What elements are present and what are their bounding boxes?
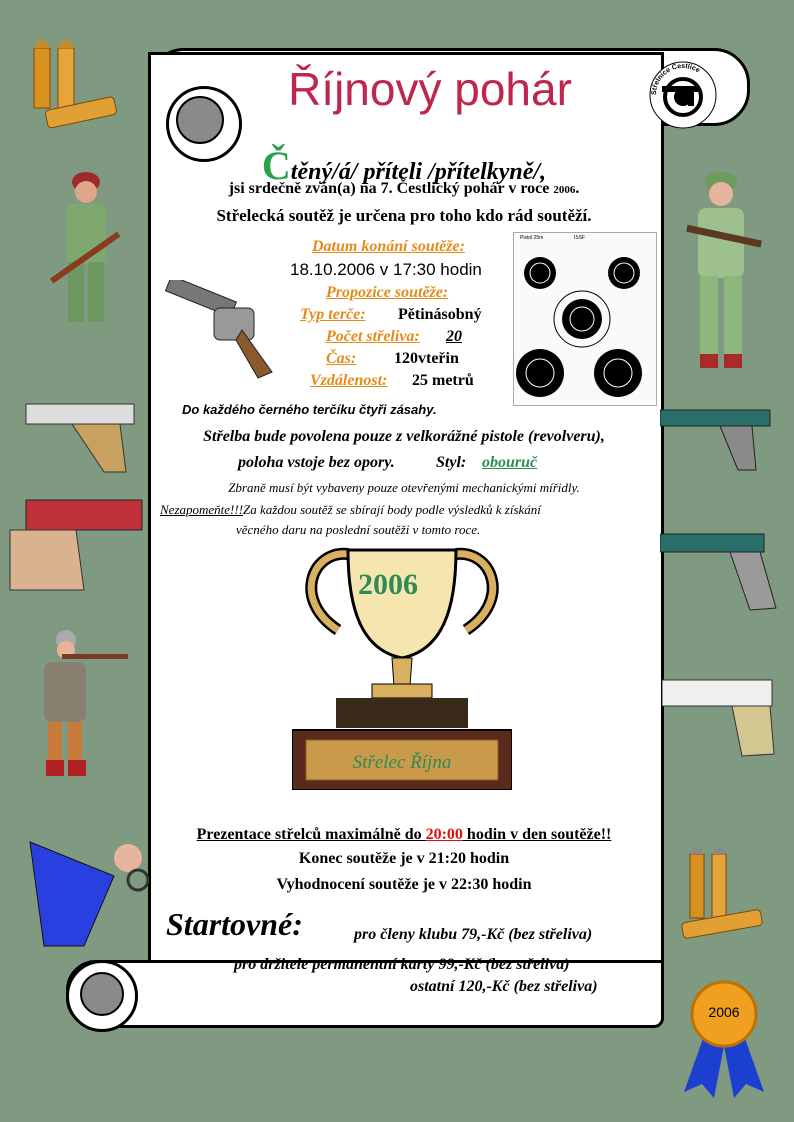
distance-label: Vzdálenost:	[310, 372, 388, 389]
presentation-time: 20:00	[425, 826, 463, 843]
ammo-value: 20	[446, 328, 462, 345]
presentation-pre: Prezentace střelců maximálně do	[196, 826, 426, 843]
target-card-header: Pistol 25m	[520, 235, 544, 241]
weapons-note: Zbraně musí být vybaveny pouze otevřenými mechanickými mířidly.	[228, 480, 580, 495]
soldier-right-icon	[676, 168, 766, 378]
club-logo	[648, 60, 718, 130]
remember-text: Za každou soutěž se sbírají body podle výsledků k získání	[243, 502, 541, 517]
fees-others: ostatní 120,-Kč (bez střeliva)	[410, 978, 598, 995]
end-time: Konec soutěže je v 21:20 hodin	[298, 850, 510, 867]
intro-line-2: Střelecká soutěž je určena pro toho kdo rád soutěží.	[216, 206, 592, 225]
style-label: Styl:	[436, 454, 467, 471]
fees-permanent: pro držitele permanentní karty 99,-Kč (bez střeliva)	[234, 956, 570, 973]
presentation-line	[150, 826, 658, 844]
logo-text: Střelnice Čestlice	[650, 62, 701, 96]
revolver-icon	[160, 280, 290, 380]
intro-end: .	[575, 180, 580, 197]
pistol-right-2-icon	[660, 524, 780, 614]
date-value: 18.10.2006 v 17:30 hodin	[290, 260, 482, 279]
bullets-icon	[28, 38, 122, 128]
greeting-text: těný/á/ příteli /přítelkyně/,	[290, 159, 547, 185]
page-title: Říjnový pohár	[288, 63, 572, 115]
hits-note: Do každého černého terčíku čtyři zásahy.	[182, 402, 437, 417]
shooting-line-2: poloha vstoje bez opory.	[238, 454, 395, 471]
scroll-curl-bottom-inner	[80, 972, 124, 1016]
target-card-header2: ISSF	[574, 235, 586, 241]
ammo-label: Počet střeliva:	[326, 328, 420, 345]
intro-year: 2006	[553, 184, 576, 196]
presentation-post: hodin v den soutěže!!	[462, 826, 612, 843]
scroll-curl-top-inner	[176, 96, 224, 144]
trophy-plate: Střelec Října	[352, 752, 452, 773]
bullets-right-icon	[676, 836, 766, 940]
target-type-label: Typ terče:	[300, 306, 366, 323]
target-rings	[516, 257, 642, 397]
target-type-value: Pětinásobný	[398, 306, 482, 323]
evaluation-time: Vyhodnocení soutěže je v 22:30 hodin	[276, 876, 532, 893]
greeting-initial: Č	[261, 143, 291, 188]
intro-text: jsi srdečně zván(a) na 7. Čestlický pohár v roce	[228, 180, 554, 197]
rules-label: Propozice soutěže:	[326, 284, 449, 301]
trophy-year: 2006	[358, 568, 418, 601]
remember-label: Nezapomeňte!!!	[160, 502, 244, 517]
pistol-right-1-icon	[660, 404, 780, 474]
pistol-right-3-icon	[662, 674, 776, 760]
style-value: obouruč	[482, 454, 538, 471]
soldier-left-icon	[36, 162, 132, 332]
remember-line-2: věcného daru na poslední soutěži v tomto roce.	[236, 522, 481, 537]
award-badge-icon	[676, 980, 772, 1100]
time-label: Čas:	[326, 350, 357, 367]
distance-value: 25 metrů	[412, 372, 474, 389]
shooting-line-1: Střelba bude povolena pouze z velkorážné pistole (revolveru),	[203, 428, 605, 445]
fees-members: pro členy klubu 79,-Kč (bez střeliva)	[354, 926, 593, 943]
hand-pistol-icon	[6, 490, 146, 600]
fees-label: Startovné:	[166, 906, 303, 942]
target-card	[513, 232, 657, 406]
musketeer-icon	[22, 626, 130, 780]
pistol-left-1-icon	[22, 398, 138, 478]
intro-line-1	[150, 180, 658, 198]
badge-year: 2006	[708, 1004, 740, 1020]
remember-line	[160, 502, 541, 518]
date-label: Datum konání soutěže:	[312, 238, 465, 255]
detective-icon	[24, 836, 154, 956]
time-value: 120vteřin	[394, 350, 459, 367]
